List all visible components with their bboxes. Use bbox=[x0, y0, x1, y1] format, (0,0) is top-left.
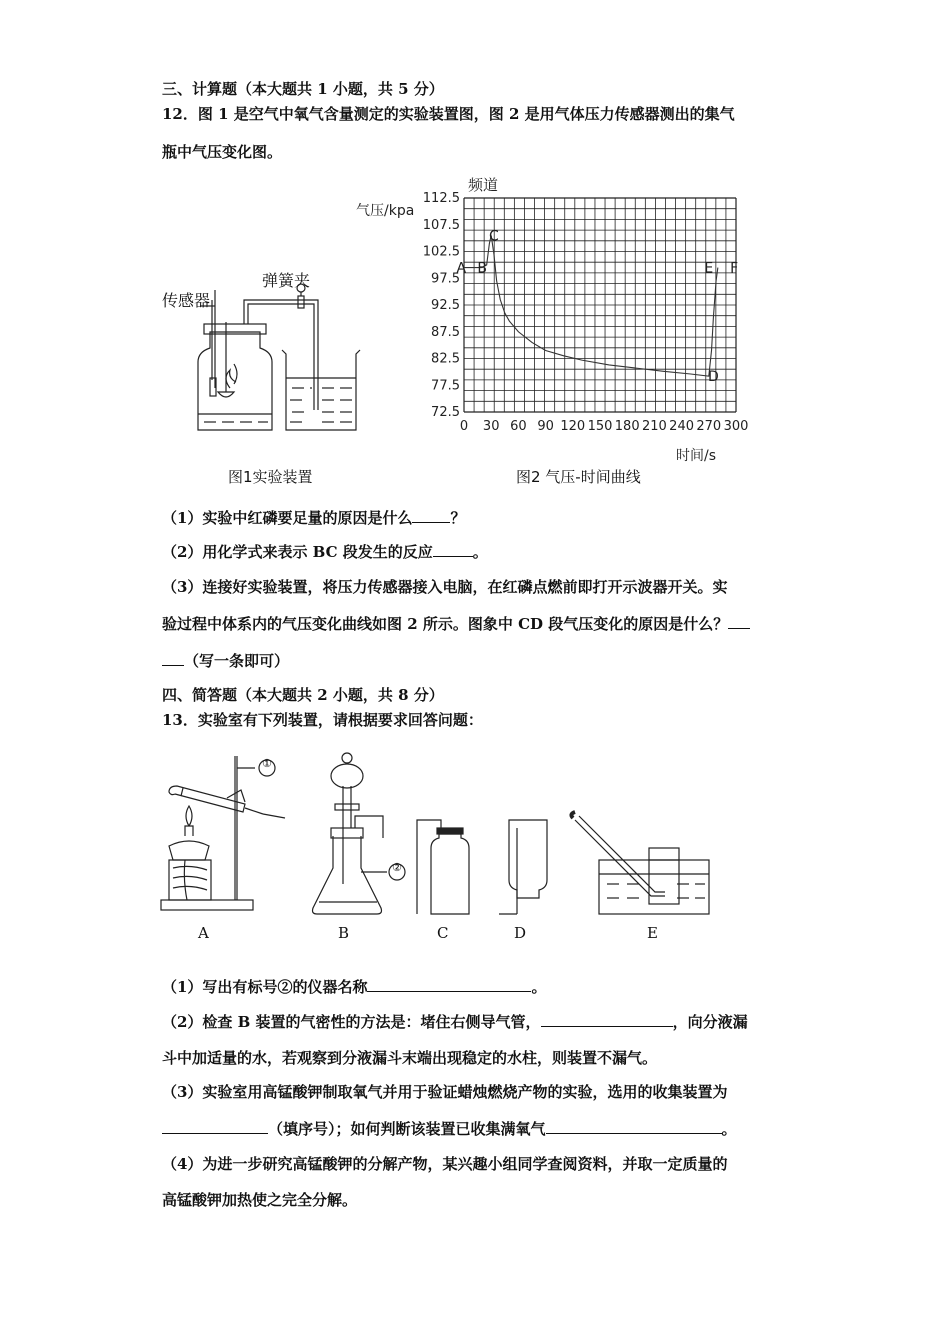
y-tick-label: 102.5 bbox=[422, 244, 460, 260]
y-tick-label: 77.5 bbox=[431, 378, 460, 394]
q12-sub2-end: 。 bbox=[472, 543, 488, 561]
fig1-label-sensor: 传感器 bbox=[162, 291, 211, 310]
y-tick-label: 112.5 bbox=[422, 191, 460, 206]
chart-title: 频道 bbox=[468, 176, 499, 194]
chart-ylabel: 气压/kpa bbox=[356, 203, 415, 219]
q13-sub1-end: 。 bbox=[531, 978, 547, 996]
y-tick-label: 107.5 bbox=[422, 217, 460, 233]
q12-sub3-answer-blank[interactable] bbox=[728, 613, 750, 629]
q13-sub3-answer-blank-1[interactable] bbox=[162, 1118, 268, 1134]
marker-2: ② bbox=[392, 861, 402, 874]
x-tick-label: 180 bbox=[614, 419, 640, 434]
device-e-drawing bbox=[571, 812, 709, 914]
q13-sub1 bbox=[162, 976, 546, 997]
chart-series-line bbox=[464, 235, 718, 376]
x-tick-label: 0 bbox=[459, 419, 469, 434]
q13-sub3-line2 bbox=[162, 1118, 737, 1139]
y-tick-label: 87.5 bbox=[431, 324, 460, 340]
q12-sub1 bbox=[162, 507, 465, 528]
marker-1: ① bbox=[262, 757, 272, 770]
device-c-label: C bbox=[437, 924, 449, 942]
q12-sub3-answer-blank-cont[interactable] bbox=[162, 650, 184, 666]
x-tick-label: 270 bbox=[696, 419, 722, 434]
x-tick-label: 300 bbox=[723, 419, 749, 434]
device-d-drawing bbox=[499, 820, 547, 914]
q13-sub2-tail: ，向分液漏 bbox=[672, 1013, 748, 1031]
y-tick-label: 82.5 bbox=[431, 351, 460, 367]
q13-sub2-line2: 斗中加适量的水，若观察到分液漏斗末端出现稳定的水柱，则装置不漏气。 bbox=[162, 1049, 658, 1067]
section4-heading: 四、简答题（本大题共 2 小题，共 8 分） bbox=[162, 686, 444, 704]
point-label-a: A bbox=[456, 260, 467, 277]
device-a-drawing bbox=[161, 756, 285, 910]
x-tick-label: 90 bbox=[537, 419, 554, 434]
x-tick-label: 120 bbox=[560, 419, 586, 434]
fig2-pressure-chart bbox=[340, 170, 760, 470]
q13-sub3-answer-blank-2[interactable] bbox=[546, 1118, 722, 1134]
chart-x-ticks bbox=[460, 419, 749, 434]
point-label-b: B bbox=[477, 260, 487, 277]
q12-sub3-note: （写一条即可） bbox=[184, 652, 290, 670]
point-label-c: C bbox=[489, 228, 499, 245]
q12-sub3-text: 验过程中体系内的气压变化曲线如图 2 所示。图象中 CD 段气压变化的原因是什么？ bbox=[162, 615, 729, 633]
q12-sub3-line1: （3）连接好实验装置，将压力传感器接入电脑，在红磷点燃前即打开示波器开关。实 bbox=[162, 578, 728, 596]
x-tick-label: 150 bbox=[587, 419, 613, 434]
x-tick-label: 210 bbox=[641, 419, 667, 434]
y-tick-label: 72.5 bbox=[431, 405, 460, 420]
fig2-caption: 图2 气压-时间曲线 bbox=[516, 468, 641, 486]
q12-sub1-end: ？ bbox=[450, 509, 466, 527]
y-tick-label: 97.5 bbox=[431, 271, 460, 287]
q12-sub3-line3 bbox=[162, 650, 289, 671]
section3-heading: 三、计算题（本大题共 1 小题，共 5 分） bbox=[162, 80, 444, 98]
device-a-label: A bbox=[198, 924, 209, 942]
q13-intro: 13．实验室有下列装置，请根据要求回答问题： bbox=[162, 711, 483, 729]
q12-text-line2: 瓶中气压变化图。 bbox=[162, 143, 283, 161]
point-label-e: E bbox=[704, 260, 714, 277]
q12-sub1-answer-blank[interactable] bbox=[412, 507, 450, 523]
device-d-label: D bbox=[514, 924, 527, 942]
q12-sub2-answer-blank[interactable] bbox=[433, 541, 473, 557]
y-tick-label: 92.5 bbox=[431, 298, 460, 313]
fig1-label-clamp: 弹簧夹 bbox=[262, 271, 311, 290]
x-tick-label: 60 bbox=[510, 419, 527, 434]
q12-sub3-line2 bbox=[162, 613, 750, 634]
q12-sub1-text: （1）实验中红磷要足量的原因是什么 bbox=[162, 509, 413, 527]
q13-sub2-text: （2）检查 B 装置的气密性的方法是：堵住右侧导气管， bbox=[162, 1013, 541, 1031]
chart-y-ticks bbox=[423, 191, 460, 420]
q13-sub3-line1: （3）实验室用高锰酸钾制取氧气并用于验证蜡烛燃烧产物的实验，选用的收集装置为 bbox=[162, 1083, 728, 1101]
q13-sub3-text: （填序号）；如何判断该装置已收集满氧气 bbox=[268, 1120, 546, 1138]
q12-text-line1: 12．图 1 是空气中氧气含量测定的实验装置图，图 2 是用气体压力传感器测出的集气 bbox=[162, 105, 735, 123]
q13-sub3-end: 。 bbox=[721, 1120, 737, 1138]
point-label-f: F bbox=[730, 260, 739, 277]
q13-sub2-answer-blank[interactable] bbox=[541, 1011, 673, 1027]
chart-grid bbox=[464, 198, 739, 412]
q13-sub1-answer-blank[interactable] bbox=[367, 976, 531, 992]
q12-sub2 bbox=[162, 541, 488, 562]
q13-devices-figure bbox=[155, 748, 725, 948]
q12-sub2-text: （2）用化学式来表示 BC 段发生的反应 bbox=[162, 543, 433, 561]
q13-sub1-text: （1）写出有标号②的仪器名称 bbox=[162, 978, 368, 996]
x-tick-label: 240 bbox=[669, 419, 695, 434]
fig1-caption: 图1实验装置 bbox=[228, 468, 313, 486]
device-c-drawing bbox=[417, 820, 469, 914]
device-e-label: E bbox=[647, 924, 658, 942]
x-tick-label: 30 bbox=[482, 419, 500, 434]
q13-sub4-line2: 高锰酸钾加热使之完全分解。 bbox=[162, 1191, 358, 1209]
q13-sub4-line1: （4）为进一步研究高锰酸钾的分解产物，某兴趣小组同学查阅资料，并取一定质量的 bbox=[162, 1155, 728, 1173]
chart-xlabel: 时间/s bbox=[676, 448, 717, 464]
device-b-label: B bbox=[338, 924, 350, 942]
q13-sub2 bbox=[162, 1011, 748, 1032]
device-b-drawing bbox=[313, 753, 406, 914]
point-label-d: D bbox=[707, 369, 719, 386]
